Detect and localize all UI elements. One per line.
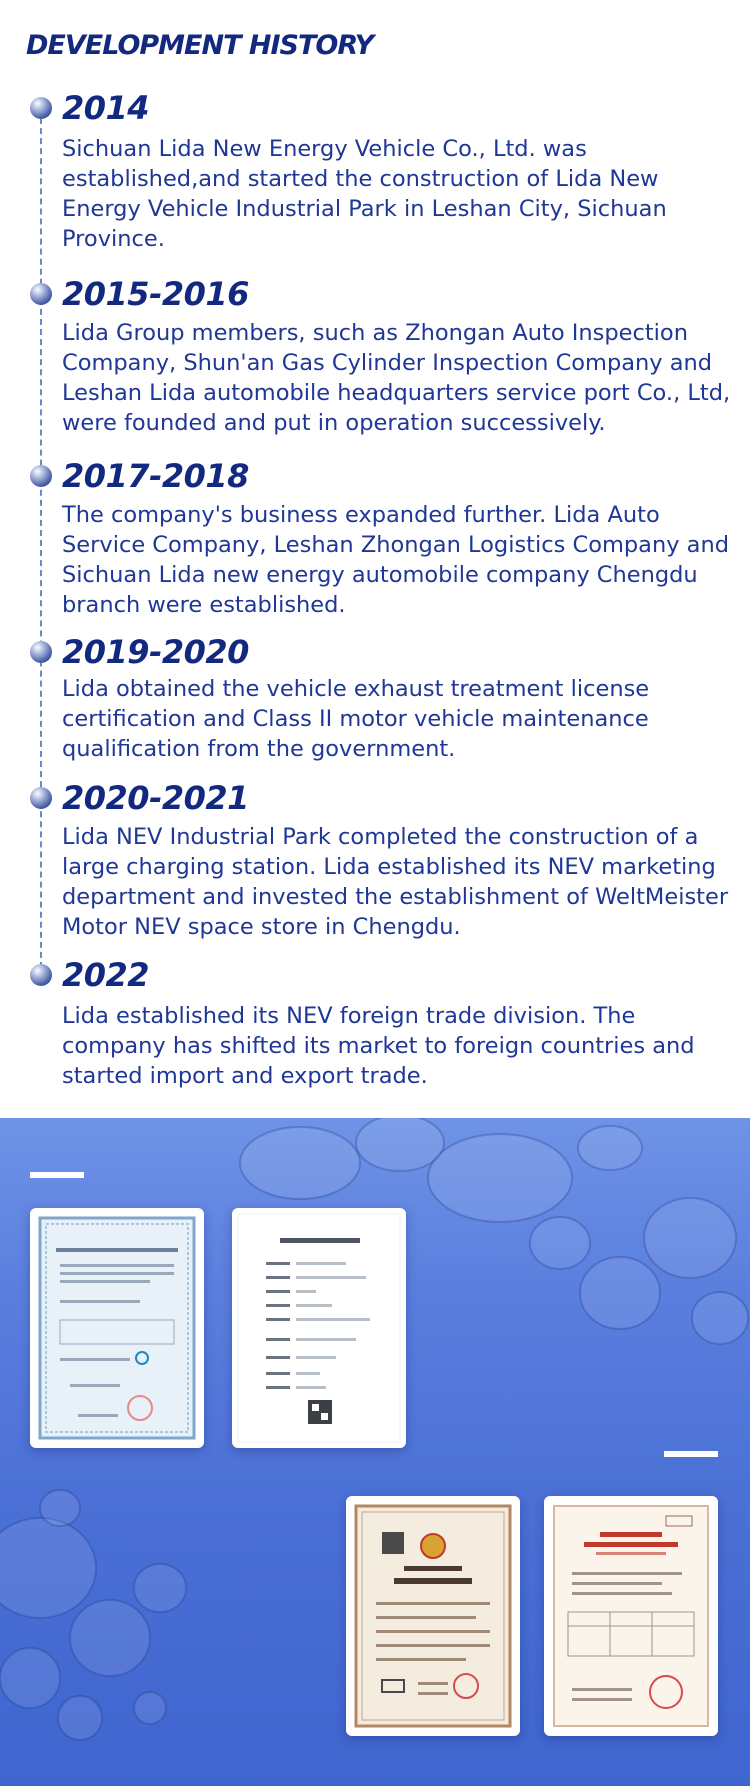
timeline-dot-icon [30,283,52,305]
timeline-dot-icon [30,97,52,119]
accent-bar [664,1451,718,1457]
investment-project-code-certificate-icon [232,1208,406,1448]
timeline-description: Lida obtained the vehicle exhaust treatment license certification and Class II motor vehicle maintenance qualification from the government. [62,676,650,762]
section-title: DEVELOPMENT HISTORY [26,30,374,61]
timeline-dot-icon [30,465,52,487]
certificate-card[interactable] [232,1208,406,1448]
brand-authorization-certificate-icon [30,1208,204,1448]
timeline-year: 2014 [62,89,150,127]
timeline-year: 2017-2018 [62,457,249,495]
timeline-dot-icon [30,641,52,663]
timeline-year: 2022 [62,956,150,994]
timeline-description: The company's business expanded further. Lida Auto Service Company, Leshan Zhongan Logistics Company and Sichuan Lida new energy automobile company Chengdu branch were established. [62,502,730,618]
certificate-card[interactable] [30,1208,204,1448]
certificate-card[interactable] [544,1496,718,1736]
timeline-description: Sichuan Lida New Energy Vehicle Co., Ltd. was established,and started the construction of Lida New Energy Vehicle Industrial Park in Leshan City, Sichuan Province. [62,136,667,252]
timeline-dot-icon [30,964,52,986]
certificate-card[interactable] [346,1496,520,1736]
timeline-description: Lida Group members, such as Zhongan Auto Inspection Company, Shun'an Gas Cylinder Inspection Company and Leshan Lida automobile headquarters service port Co., Ltd, were founded and put in operation successively. [62,320,731,436]
timeline-description: Lida NEV Industrial Park completed the construction of a large charging station. Lida established its NEV marketing department and invested the establishment of WeltMeister Motor NEV space store in Chengdu. [62,824,729,940]
accent-bar [30,1172,84,1178]
timeline-dot-icon [30,787,52,809]
timeline-line [40,108,42,978]
timeline-year: 2020-2021 [62,779,249,817]
certificates-gallery [0,1118,750,1786]
timeline-description: Lida established its NEV foreign trade division. The company has shifted its market to foreign countries and started import and export trade. [62,1003,695,1089]
special-equipment-approval-certificate-icon [544,1496,718,1736]
timeline-year: 2015-2016 [62,275,249,313]
inspection-qualification-certificate-icon [346,1496,520,1736]
timeline-year: 2019-2020 [62,633,249,671]
